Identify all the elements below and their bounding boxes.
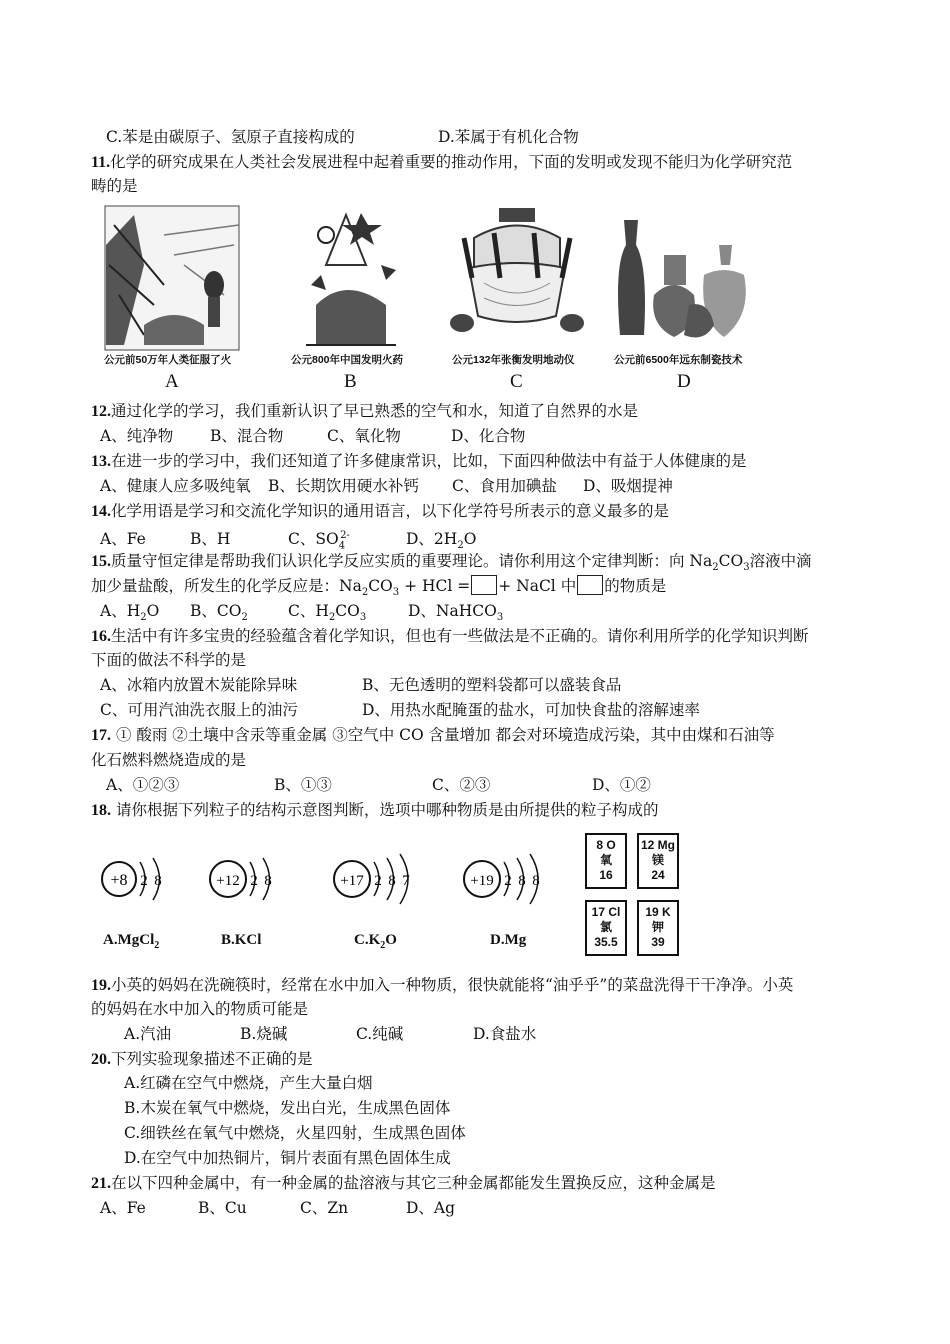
atom-diagram-chlorine	[330, 848, 420, 910]
gunpowder-illustration	[296, 205, 406, 351]
svg-text:7: 7	[402, 873, 410, 889]
q15-stem-line1: 15.质量守恒定律是帮助我们认识化学反应实质的重要理论。请你利用这个定律判断：向 $Na_2CO_3$溶液中滴	[91, 552, 812, 574]
q16-stem-line1: 16.生活中有许多宝贵的经验蕴含着化学知识，但也有一些做法是不正确的。请你利用所学的化学知识判断	[91, 627, 809, 645]
q13-stem: 13.在进一步的学习中，我们还知道了许多健康常识，比如，下面四种做法中有益于人体健康的是	[91, 452, 747, 470]
q17-stem-line1: 17. ① 酸雨 ②土壤中含汞等重金属 ③空气中 CO 含量增加 都会对环境造成污染，其中由煤和石油等	[91, 726, 775, 744]
fire-illustration	[104, 205, 240, 351]
q19-option-a: A.汽油	[124, 1025, 172, 1043]
q21-option-a: A、Fe	[100, 1199, 146, 1217]
atom-diagram-potassium	[460, 848, 550, 910]
element-cell-potassium: 19 K 钾 39	[637, 900, 679, 956]
q15-option-d: D、NaHCO$_3$	[408, 602, 504, 624]
q10-option-c: C.苯是由碳原子、氢原子直接构成的	[106, 128, 355, 146]
q12-options	[100, 425, 525, 447]
q19-options	[124, 1023, 536, 1045]
q17-option-c: C、②③	[432, 776, 491, 794]
svg-text:2: 2	[250, 873, 258, 889]
q17-option-a: A、①②③	[106, 776, 180, 794]
q21-option-c: C、Zn	[300, 1199, 349, 1217]
q11-letter-d: D	[677, 371, 691, 392]
q19-stem-line1: 19.小英的妈妈在洗碗筷时，经常在水中加入一种物质，很快就能将“油乎乎”的菜盘洗得干干净净。小英	[91, 976, 794, 994]
q11-stem-line1: 11.化学的研究成果在人类社会发展进程中起着重要的推动作用，下面的发明或发现不能归为化学研究范	[91, 153, 793, 171]
q17-options	[106, 774, 651, 796]
q17-option-b: B、①③	[274, 776, 332, 794]
q12-option-d: D、化合物	[451, 427, 526, 445]
q19-option-c: C.纯碱	[356, 1025, 404, 1043]
atom-diagram-oxygen	[98, 848, 170, 910]
q12-number: 12.	[91, 403, 111, 420]
q11-caption-c: 公元132年张衡发明地动仪	[452, 354, 575, 366]
q11-letter-c: C	[510, 371, 523, 392]
svg-text:2: 2	[504, 873, 512, 889]
q14-option-c: C、$SO_4^{2-}$	[288, 530, 350, 552]
q13-option-d: D、吸烟提神	[583, 477, 673, 495]
q10-option-d: D.苯属于有机化合物	[438, 128, 579, 146]
q15-option-b: B、$CO_2$	[190, 602, 248, 624]
q15-stem-line2: 加少量盐酸，所发生的化学反应是：$Na_2CO_3$ + HCl = + NaCl 中 的物质是	[91, 577, 667, 599]
answer-blank-box	[577, 575, 603, 595]
q19-number: 19.	[91, 977, 111, 994]
q13-option-c: C、食用加碘盐	[452, 477, 557, 495]
q14-option-b: B、H	[190, 530, 231, 549]
q16-option-c: C、可用汽油洗衣服上的油污	[100, 701, 298, 719]
element-cell-magnesium: 12 Mg 镁 24	[637, 833, 679, 889]
q13-options	[100, 475, 673, 497]
q16-options-row2	[100, 699, 700, 721]
q16-option-a: A、冰箱内放置木炭能除异味	[100, 676, 298, 694]
porcelain-illustration	[614, 205, 754, 351]
q12-option-c: C、氧化物	[327, 427, 401, 445]
svg-text:2: 2	[140, 873, 148, 889]
q14-option-a: A、Fe	[100, 530, 146, 549]
q16-option-b: B、无色透明的塑料袋都可以盛装食品	[362, 676, 622, 694]
svg-text:8: 8	[264, 873, 272, 889]
q18-stem: 18. 请你根据下列粒子的结构示意图判断，选项中哪种物质是由所提供的粒子构成的	[91, 801, 659, 819]
q19-stem-line2: 的妈妈在水中加入的物质可能是	[91, 1000, 309, 1018]
q12-option-a: A、纯净物	[100, 427, 174, 445]
q13-option-b: B、长期饮用硬水补钙	[268, 477, 419, 495]
svg-text:8: 8	[154, 873, 162, 889]
q20-option-c: C.细铁丝在氧气中燃烧，火星四射，生成黑色固体	[124, 1124, 466, 1142]
q16-option-d: D、用热水配腌蛋的盐水，可加快食盐的溶解速率	[362, 701, 700, 719]
q11-letter-a: A	[165, 371, 179, 392]
q20-stem: 20.下列实验现象描述不正确的是	[91, 1050, 313, 1068]
q20-option-a: A.红磷在空气中燃烧，产生大量白烟	[124, 1074, 373, 1092]
q11-stem-line2: 畴的是	[91, 177, 138, 195]
q21-options	[100, 1197, 455, 1219]
q21-number: 21.	[91, 1175, 111, 1192]
q14-option-d: D、$2H_2O$	[406, 530, 477, 552]
svg-text:+12: +12	[216, 873, 240, 889]
q14-stem: 14.化学用语是学习和交流化学知识的通用语言，以下化学符号所表示的意义最多的是	[91, 502, 670, 520]
q18-option-d: D.Mg	[490, 932, 527, 948]
q17-stem-line2: 化石燃料燃烧造成的是	[91, 751, 247, 769]
atom-diagram-magnesium	[206, 848, 282, 910]
answer-blank-box	[471, 575, 497, 595]
q15-option-a: A、$H_2O$	[100, 602, 160, 624]
svg-text:+17: +17	[340, 873, 364, 889]
q16-number: 16.	[91, 628, 111, 645]
q18-option-b: B.KCl	[221, 932, 262, 948]
q11-letter-b: B	[344, 371, 357, 392]
q20-option-d: D.在空气中加热铜片，铜片表面有黑色固体生成	[124, 1149, 451, 1167]
q21-option-d: D、Ag	[406, 1199, 456, 1217]
q20-option-b: B.木炭在氧气中燃烧，发出白光，生成黑色固体	[124, 1099, 451, 1117]
q15-option-c: C、$H_2CO_3$	[288, 602, 367, 624]
q14-number: 14.	[91, 503, 111, 520]
q11-caption-d: 公元前6500年远东制瓷技术	[614, 354, 743, 366]
q13-option-a: A、健康人应多吸纯氧	[100, 477, 251, 495]
q15-number: 15.	[91, 553, 111, 570]
q11-number: 11.	[91, 154, 111, 171]
q11-caption-a: 公元前50万年人类征服了火	[104, 354, 232, 366]
q12-option-b: B、混合物	[210, 427, 284, 445]
q18-option-a: A.MgCl$_2$	[103, 932, 160, 951]
seismograph-illustration	[444, 208, 590, 348]
q16-options-row1	[100, 674, 621, 696]
q17-option-d: D、①②	[592, 776, 651, 794]
q21-option-b: B、Cu	[198, 1199, 247, 1217]
q18-option-c: $C.K_2O$	[354, 932, 397, 951]
svg-text:8: 8	[518, 873, 526, 889]
q11-caption-b: 公元800年中国发明火药	[291, 354, 404, 366]
svg-text:+19: +19	[470, 873, 494, 889]
q16-stem-line2: 下面的做法不科学的是	[91, 651, 247, 669]
q17-number: 17.	[91, 727, 111, 744]
q13-number: 13.	[91, 453, 111, 470]
q19-option-b: B.烧碱	[240, 1025, 288, 1043]
q20-number: 20.	[91, 1051, 111, 1068]
svg-text:+8: +8	[110, 872, 128, 889]
svg-text:2: 2	[374, 873, 382, 889]
svg-text:8: 8	[388, 873, 396, 889]
element-cell-oxygen: 8 O 氧 16	[585, 833, 627, 889]
q21-stem: 21.在以下四种金属中，有一种金属的盐溶液与其它三种金属都能发生置换反应，这种金属是	[91, 1174, 716, 1192]
q19-option-d: D.食盐水	[473, 1025, 537, 1043]
q18-number: 18.	[91, 802, 111, 819]
q12-stem: 12.通过化学的学习，我们重新认识了早已熟悉的空气和水，知道了自然界的水是	[91, 402, 639, 420]
element-cell-chlorine: 17 Cl 氯 35.5	[585, 900, 627, 956]
svg-text:8: 8	[532, 873, 540, 889]
